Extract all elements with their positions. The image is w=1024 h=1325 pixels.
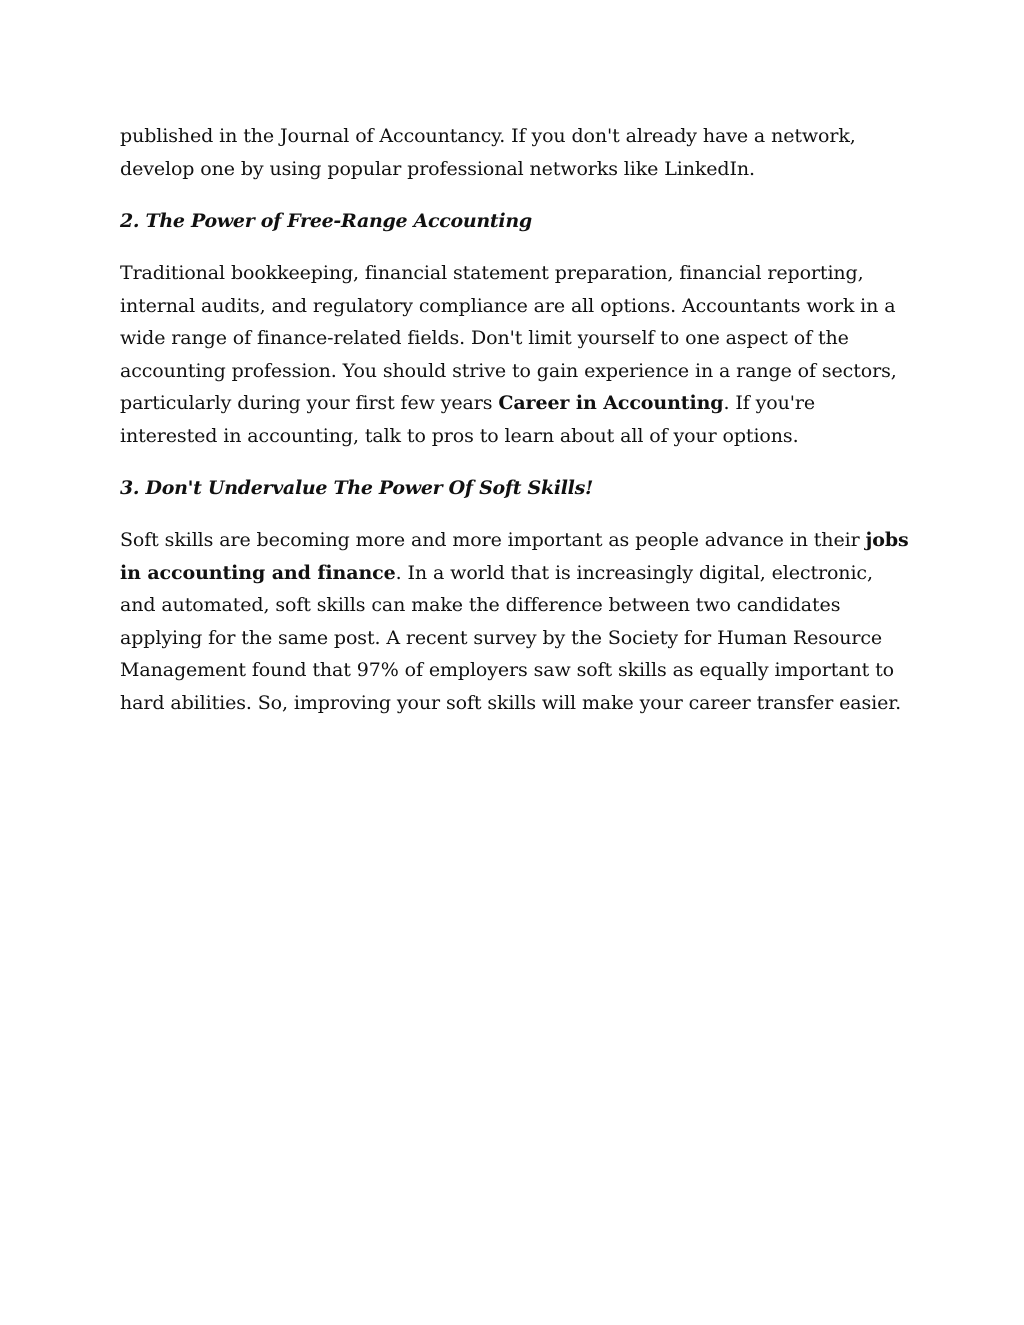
section-3-heading: 3. Don't Undervalue The Power Of Soft Skills!	[120, 477, 594, 499]
jobs-in-accounting-bold: jobs in accounting and finance	[120, 529, 909, 584]
document-page	[120, 120, 910, 719]
intro-text: published in the Journal of Accountancy. If you don't already have a network, develop one by using popular professional networks like LinkedIn.	[120, 125, 856, 180]
section-3-paragraph	[120, 524, 910, 719]
section-3-text-after: . In a world that is increasingly digital, electronic, and automated, soft skills can make the difference between two candidates applying for the same post. A recent survey by the Society for Human Resource Management found that 97% of employers saw soft skills as equally important to hard abilities. So, improving your soft skills will make your career transfer easier.	[120, 561, 902, 714]
section-2-paragraph	[120, 257, 910, 452]
section-3-text-before: Soft skills are becoming more and more important as people advance in their	[120, 529, 866, 551]
career-in-accounting-bold: Career in Accounting	[498, 392, 724, 414]
section-2-text-before: Traditional bookkeeping, financial statement preparation, financial reporting, internal audits, and regulatory compliance are all options. Accountants work in a wide range of finance-related fields. Don't limit yourself to one aspect of the accounting profession. You should strive to gain experience in a range of sectors, particularly during your first few years	[120, 262, 897, 414]
intro-paragraph	[120, 120, 910, 185]
section-2-text-after: . If you're interested in accounting, talk to pros to learn about all of your options.	[120, 392, 816, 447]
section-2-heading: 2. The Power of Free-Range Accounting	[120, 210, 532, 232]
